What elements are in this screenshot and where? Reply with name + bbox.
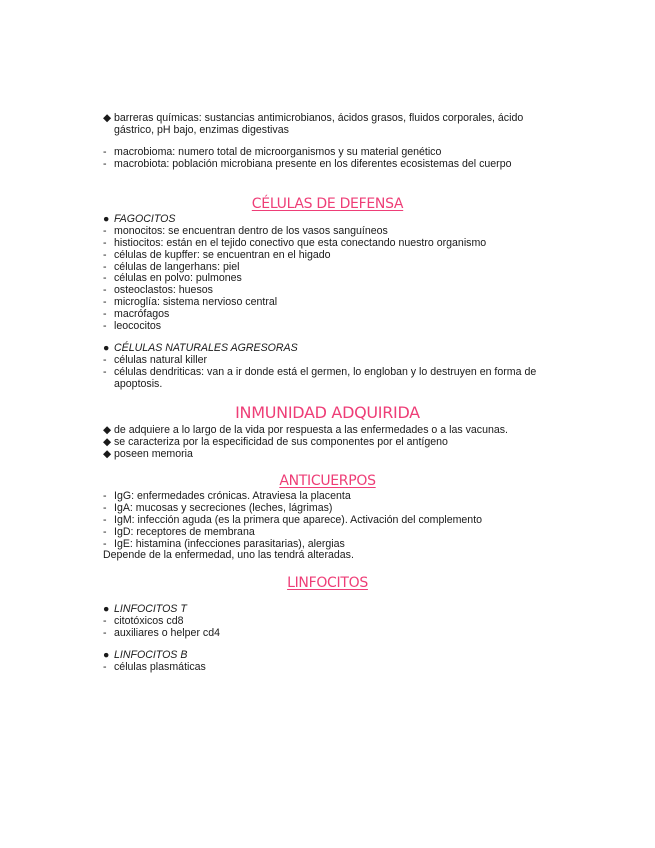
heading-linfocitos: LINFOCITOS xyxy=(287,575,368,591)
list-item: ◆ barreras químicas: sustancias antimicrobianos, ácidos grasos, fluidos corporales, ácido xyxy=(103,112,524,124)
list-item: - microglía: sistema nervioso central xyxy=(103,296,278,308)
section-title-linfocitos-b: ● LINFOCITOS B xyxy=(103,649,188,661)
list-item: - macrobiota: población microbiana presente en los diferentes ecosistemas del cuerpo xyxy=(103,158,512,170)
list-item: - IgA: mucosas y secreciones (leches, lágrimas) xyxy=(103,502,333,514)
list-item: - histiocitos: están en el tejido conectivo que esta conectando nuestro organismo xyxy=(103,237,487,249)
list-item: - IgG: enfermedades crónicas. Atraviesa la placenta xyxy=(103,490,351,502)
list-item: - células en polvo: pulmones xyxy=(103,272,242,284)
list-item: - células plasmáticas xyxy=(103,661,206,673)
list-item: - citotóxicos cd8 xyxy=(103,615,184,627)
list-item: ◆ poseen memoria xyxy=(103,448,193,460)
list-item: ◆ de adquiere a lo largo de la vida por respuesta a las enfermedades o a las vacunas. xyxy=(103,424,508,436)
heading-anticuerpos: ANTICUERPOS xyxy=(279,473,376,489)
list-item: - IgE: histamina (infecciones parasitarias), alergias xyxy=(103,538,345,550)
list-item: - monocitos: se encuentran dentro de los vasos sanguíneos xyxy=(103,225,388,237)
list-item: - macrobioma: numero total de microorganismos y su material genético xyxy=(103,146,442,158)
list-item-continuation: gástrico, pH bajo, enzimas digestivas xyxy=(114,124,289,136)
section-title-naturales: ● CÉLULAS NATURALES AGRESORAS xyxy=(103,342,298,354)
list-item-continuation: apoptosis. xyxy=(114,378,163,390)
list-item: - células de kupffer: se encuentran en el higado xyxy=(103,249,331,261)
list-item: - células de langerhans: piel xyxy=(103,261,240,273)
heading-celulas-defensa: CÉLULAS DE DEFENSA xyxy=(251,196,404,212)
list-item: - macrófagos xyxy=(103,308,170,320)
list-item: - células dendriticas: van a ir donde está el germen, lo engloban y lo destruyen en forma de xyxy=(103,366,537,378)
list-item: - IgM: infección aguda (es la primera que aparece). Activación del complemento xyxy=(103,514,483,526)
list-item: - osteoclastos: huesos xyxy=(103,284,213,296)
list-item: - leococitos xyxy=(103,320,162,332)
section-title-linfocitos-t: ● LINFOCITOS T xyxy=(103,603,187,615)
section-title-fagocitos: ● FAGOCITOS xyxy=(103,213,176,225)
list-item: - células natural killer xyxy=(103,354,208,366)
note-text: Depende de la enfermedad, uno las tendrá alteradas. xyxy=(103,549,354,561)
heading-inmunidad-adquirida: INMUNIDAD ADQUIRIDA xyxy=(235,403,420,422)
list-item: - auxiliares o helper cd4 xyxy=(103,627,220,639)
list-item: ◆ se caracteriza por la especificidad de sus componentes por el antígeno xyxy=(103,436,448,448)
list-item: - IgD: receptores de membrana xyxy=(103,526,255,538)
